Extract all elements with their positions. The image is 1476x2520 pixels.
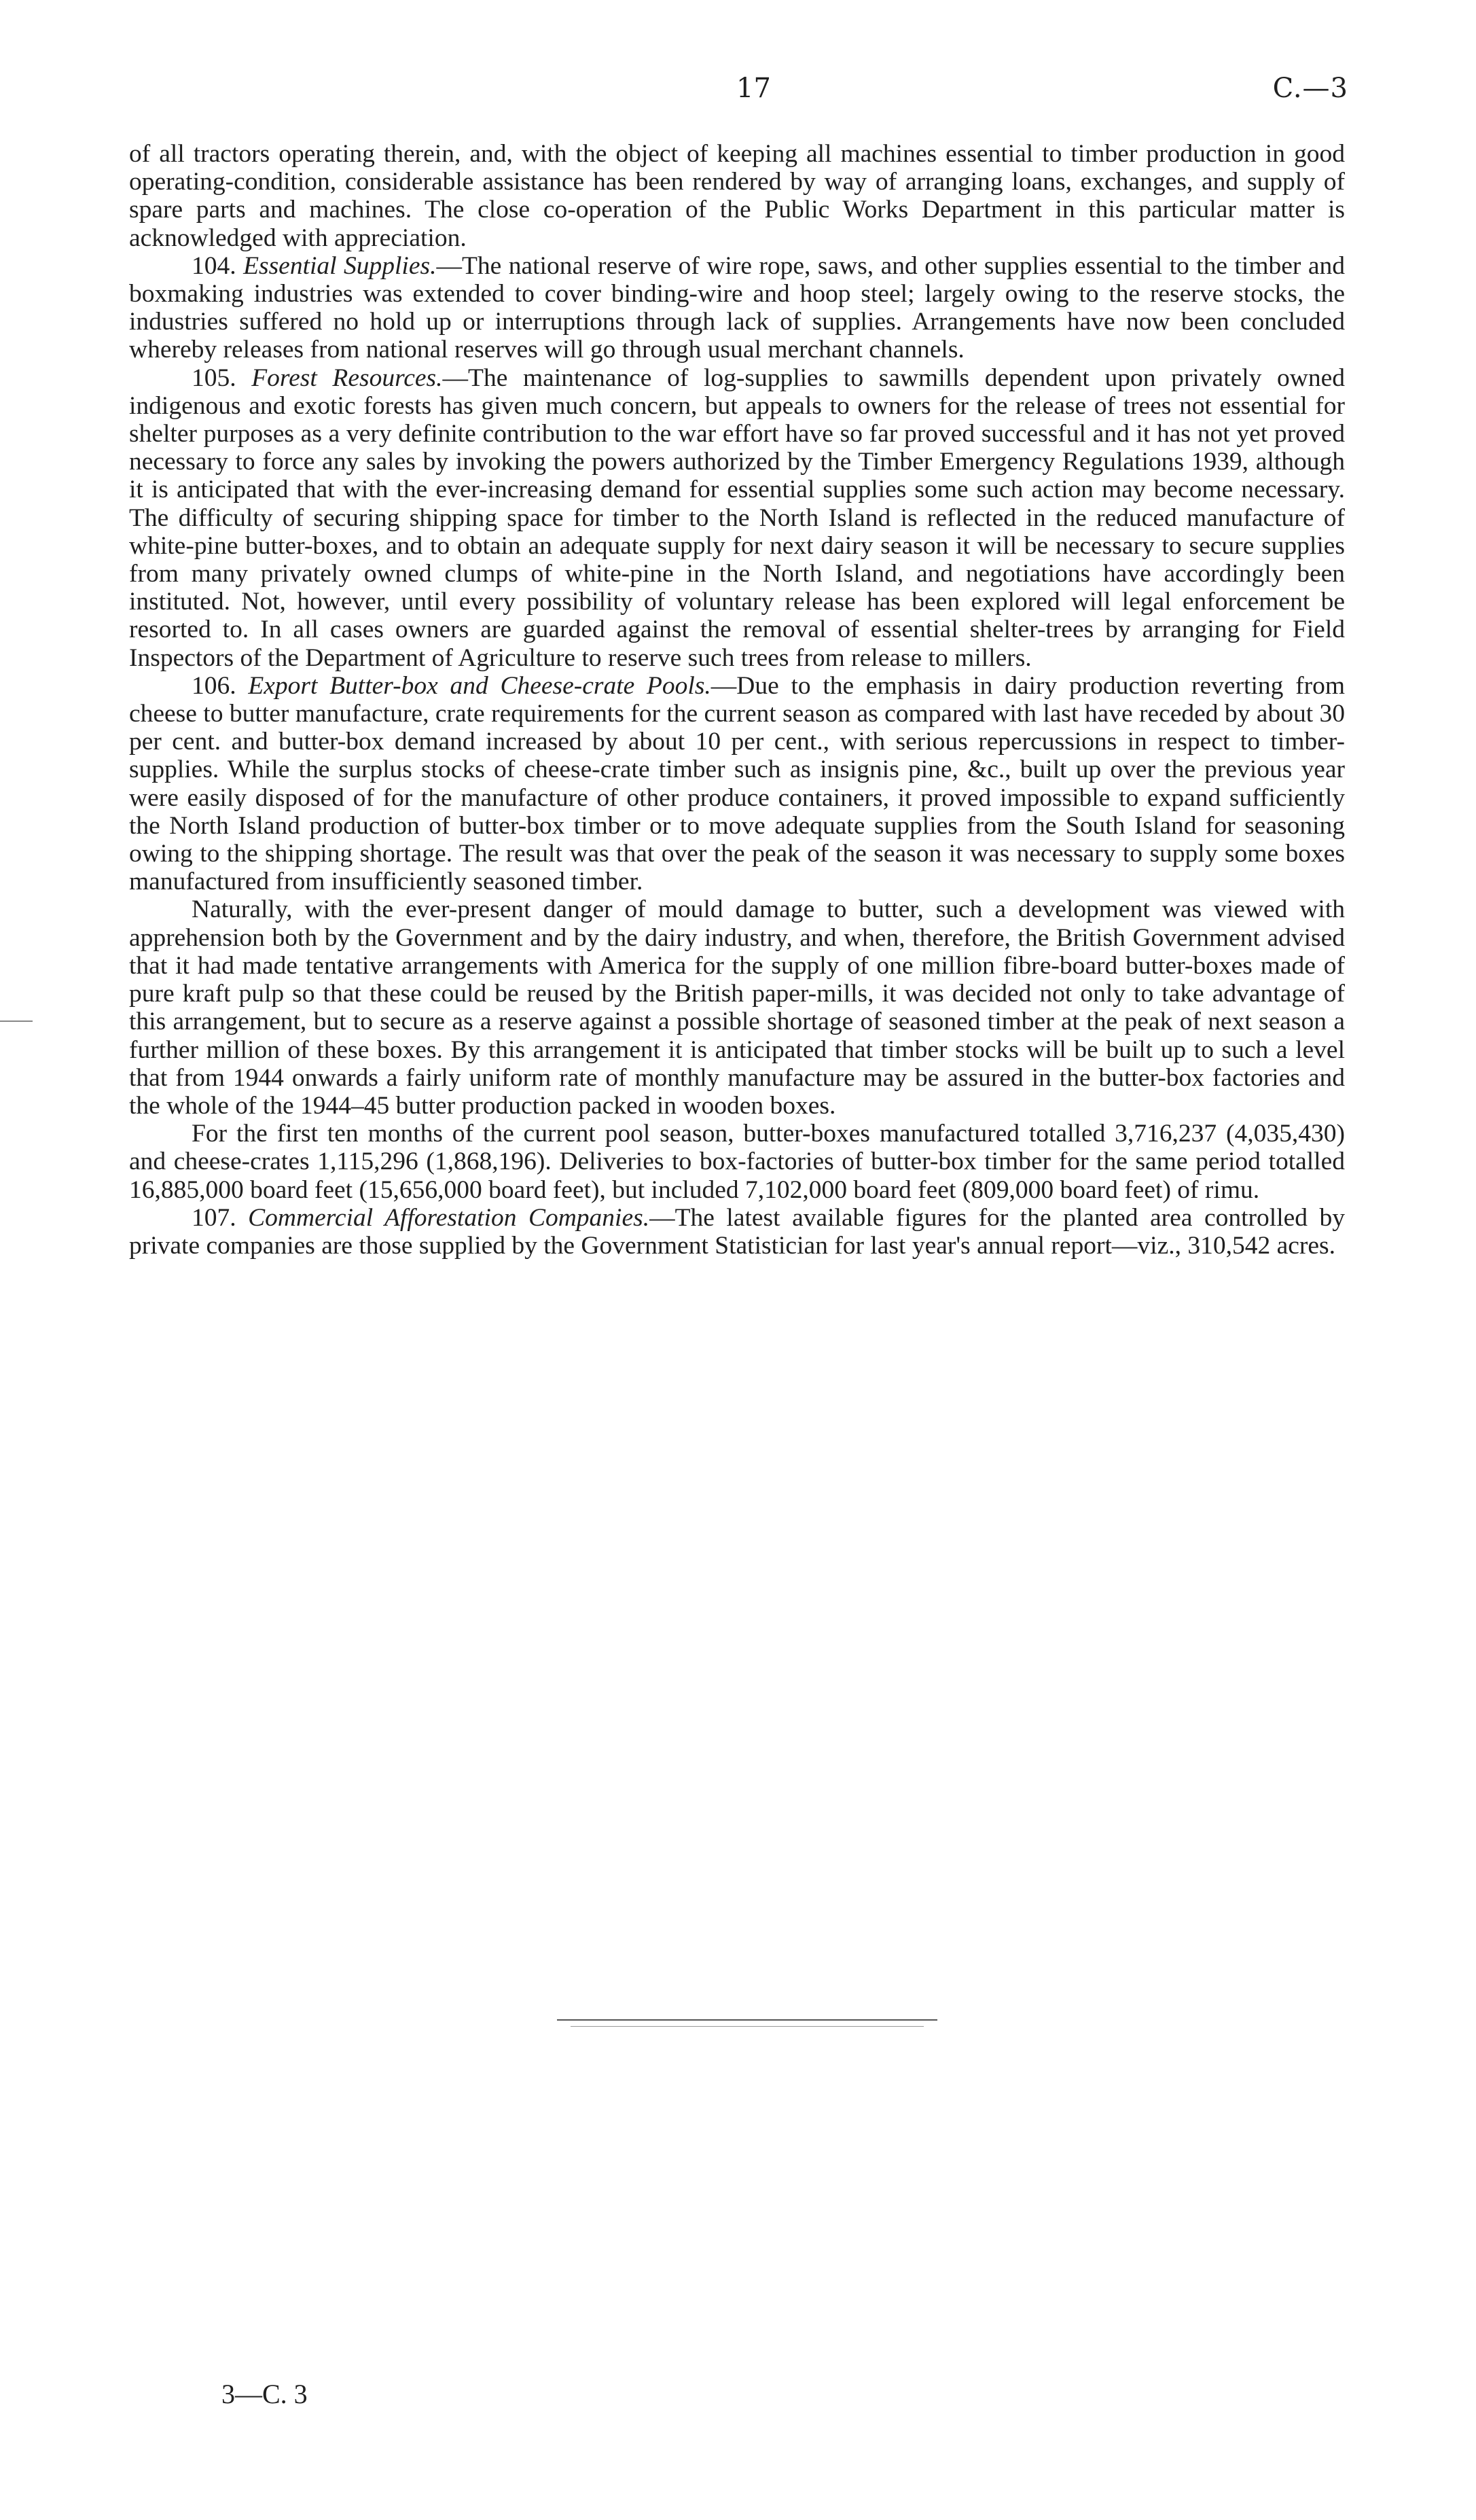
section-body: —The national reserve of wire rope, saws, and other supplies essential to the timber and boxmaking industries was extended to cover binding-wire and hoop steel; largely owing to the reserve stocks, the industries suffered no hold up or interruptions through lack of supplies. Arrangements have now been concluded whereby releases from national reserves will go through usual merchant channels. (129, 251, 1345, 364)
section-title: Export Butter-box and Cheese-crate Pools. (248, 671, 711, 700)
section-number: 104. (192, 251, 236, 280)
section-number: 107. (192, 1203, 236, 1232)
paragraph-104 (129, 252, 1345, 364)
paragraph-107 (129, 1204, 1345, 1260)
section-body: —The maintenance of log-supplies to sawmills dependent upon privately owned indigenous and exotic forests has given much concern, but appeals to owners for the release of trees not essential for shelter purposes as a very definite contribution to the war effort have so far proved successful and it has not yet proved necessary to force any sales by invoking the powers authorized by the Timber Emergency Regulations 1939, although it is anticipated that with the ever-increasing demand for essential supplies some such action may become necessary. The difficulty of securing shipping space for timber to the North Island is reflected in the reduced manufacture of white-pine butter-boxes, and to obtain an adequate supply for next dairy season it will be necessary to secure supplies from many privately owned clumps of white-pine in the North Island, and negotiations have accordingly been instituted. Not, however, until every possibility of voluntary release has been explored will legal enforcement be resorted to. In all cases owners are guarded against the removal of essential shelter-trees by arranging for Field Inspectors of the Department of Agriculture to reserve such trees from release to millers. (129, 363, 1345, 672)
section-title: Forest Resources. (251, 363, 443, 392)
section-body: —The latest available figures for the planted area controlled by private companies are those supplied by the Government Statistician for last year's annual report—viz., 310,542 acres. (129, 1203, 1346, 1260)
page-number: 17 (736, 73, 771, 104)
end-rule-secondary (571, 2026, 924, 2027)
signature-mark: 3—C. 3 (221, 2379, 308, 2409)
paragraph-106 (129, 672, 1345, 896)
section-title: Essential Supplies. (243, 251, 437, 280)
paragraph-105 (129, 364, 1345, 672)
section-number: 105. (192, 363, 236, 392)
body-text (129, 140, 1345, 1260)
margin-mark (0, 1021, 33, 1022)
document-reference: C.—3 (1272, 73, 1348, 104)
paragraph-106-fibre-boxes: Naturally, with the ever-present danger of mould damage to butter, such a development was viewed with apprehension both by the Government and by the dairy industry, and when, therefore, the British Government advised that it had made tentative arrangements with America for the supply of one million fibre-board butter-boxes made of pure kraft pulp so that these could be reused by the British paper-mills, it was decided not only to take advantage of this arrangement, but to secure as a reserve against a possible shortage of seasoned timber at the peak of next season a further million of these boxes. By this arrangement it is anticipated that timber stocks will be built up to such a level that from 1944 onwards a fairly uniform rate of monthly manufacture may be assured in the butter-box factories and the whole of the 1944–45 butter production packed in wooden boxes. (129, 895, 1345, 1120)
section-number: 106. (192, 671, 236, 700)
end-rule (557, 2019, 937, 2021)
section-body: —Due to the emphasis in dairy production reverting from cheese to butter manufacture, crate requirements for the current season as compared with last have receded by about 30 per cent. and butter-box demand increased by about 10 per cent., with serious repercussions in respect to timber-supplies. While the surplus stocks of cheese-crate timber such as insignis pine, &c., built up over the previous year were easily disposed of for the manufacture of other produce containers, it proved impossible to expand sufficiently the North Island production of butter-box timber or to move adequate supplies from the South Island for seasoning owing to the shipping shortage. The result was that over the peak of the season it was necessary to supply some boxes manufactured from insufficiently seasoned timber. (129, 671, 1346, 896)
section-title: Commercial Afforestation Companies. (248, 1203, 650, 1232)
paragraph-continuation: of all tractors operating therein, and, with the object of keeping all machines essential to timber production in good operating-condition, considerable assistance has been rendered by way of arranging loans, exchanges, and supply of spare parts and machines. The close co-operation of the Public Works Department in this particular matter is acknowledged with appreciation. (129, 140, 1345, 252)
paragraph-106-statistics: For the first ten months of the current pool season, butter-boxes manufactured totalled 3,716,237 (4,035,430) and cheese-crates 1,115,296 (1,868,196). Deliveries to box-factories of butter-box timber for the same period totalled 16,885,000 board feet (15,656,000 board feet), but included 7,102,000 board feet (809,000 board feet) of rimu. (129, 1120, 1345, 1204)
